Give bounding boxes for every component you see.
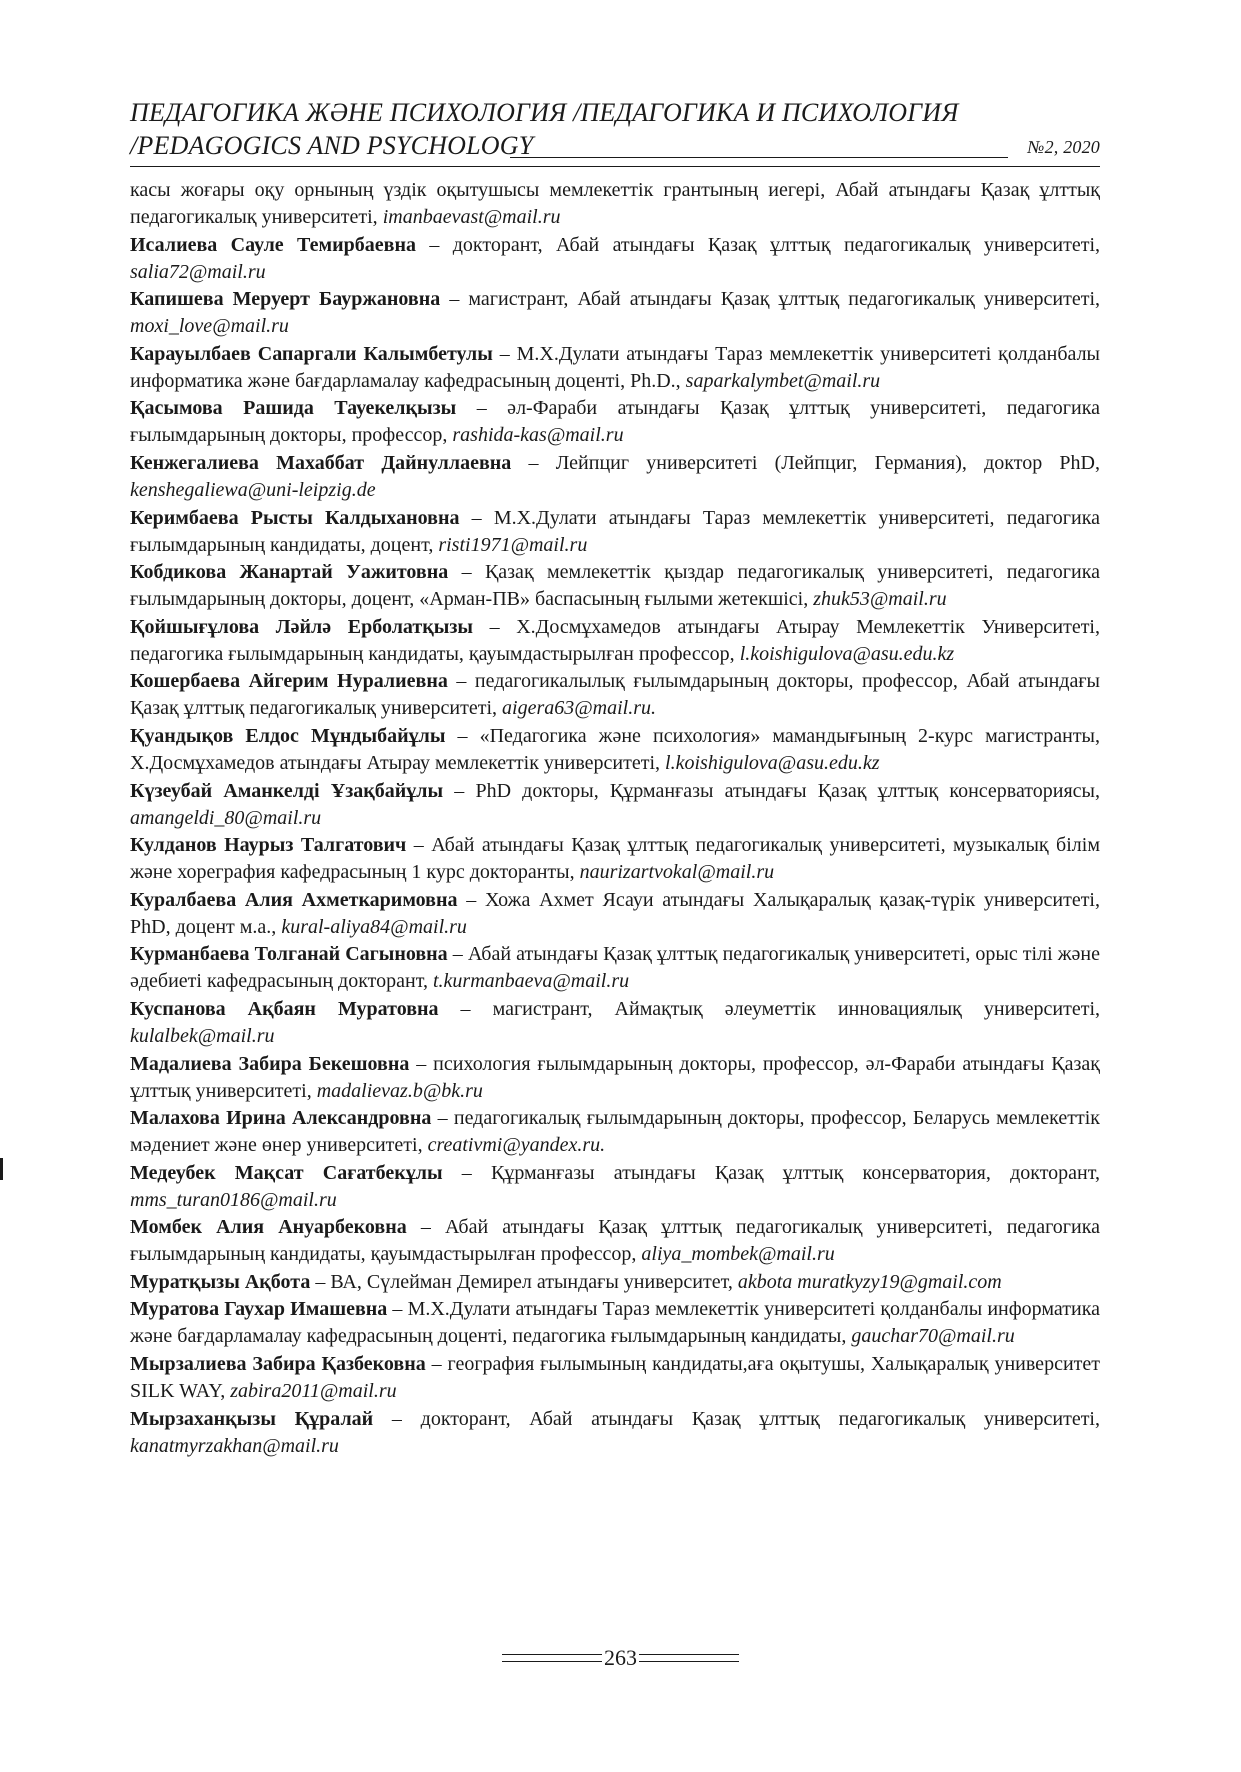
author-email: madalievaz.b@bk.ru — [316, 1079, 483, 1102]
author-email: salia72@mail.ru — [130, 260, 266, 283]
author-affiliation: – педагогикалық ғылымдарының докторы, профессор, Беларусь мемлекеттік мәдениет және өнер университеті, — [130, 1107, 1100, 1157]
author-email: naurizartvokal@mail.ru — [579, 861, 775, 884]
author-entry — [130, 778, 1100, 832]
author-email: creativmi@yandex.ru. — [427, 1134, 606, 1157]
author-email: l.koishigulova@asu.edu.kz — [665, 751, 880, 774]
author-entry — [130, 505, 1100, 559]
author-email: kanatmyrzakhan@mail.ru — [130, 1434, 339, 1457]
author-email: kural-aliya84@mail.ru — [281, 915, 467, 938]
author-affiliation: – «Педагогика және психология» мамандығының 2-курс магистранты, Х.Досмұхамедов атындағы Атырау мемлекеттік университеті, — [130, 724, 1100, 774]
author-entry — [130, 559, 1100, 613]
author-entry — [130, 450, 1100, 504]
author-entry — [130, 668, 1100, 722]
author-email: moxi_love@mail.ru — [130, 315, 289, 338]
header-divider — [130, 166, 1100, 167]
author-email: l.koishigulova@asu.edu.kz — [739, 642, 955, 665]
author-list — [130, 177, 1100, 1460]
author-entry — [130, 286, 1100, 340]
author-affiliation: – Қазақ мемлекеттік қыздар педагогикалық университеті, педагогика ғылымдарының докторы, доцент, «Арман-ПВ» баспасының ғылыми жетекшісі, — [130, 561, 1100, 611]
author-entry — [130, 996, 1100, 1050]
author-email: akbota muratkyzy19@gmail.com — [737, 1270, 1002, 1293]
issue-number: №2, 2020 — [1027, 137, 1100, 157]
journal-title-line1: ПЕДАГОГИКА ЖӘНЕ ПСИХОЛОГИЯ /ПЕДАГОГИКА И ПСИХОЛОГИЯ — [130, 98, 959, 127]
author-name: Муратова Гаухар Имашевна — [130, 1298, 388, 1321]
author-name: Муратқызы Ақбота — [130, 1270, 311, 1293]
journal-header — [130, 96, 1100, 162]
author-affiliation: – М.Х.Дулати атындағы Тараз мемлекеттік университеті, педагогика ғылымдарының кандидаты, доцент, — [130, 506, 1100, 556]
author-name: Қойшығұлова Ләйлә Ерболатқызы — [130, 615, 474, 638]
author-email: rashida-kas@mail.ru — [452, 424, 624, 447]
author-entry — [130, 1051, 1100, 1105]
author-email: aliya_mombek@mail.ru — [641, 1243, 835, 1266]
author-email: amangeldi_80@mail.ru — [130, 806, 322, 829]
author-name: Кобдикова Жанартай Уажитовна — [130, 561, 449, 584]
journal-title-row2 — [130, 129, 1100, 162]
author-name: Момбек Алия Ануарбековна — [130, 1216, 407, 1239]
author-affiliation: – PhD докторы, Құрманғазы атындағы Қазақ ұлттық консерваториясы, — [443, 779, 1100, 802]
author-entry — [130, 395, 1100, 449]
author-affiliation: – докторант, Абай атындағы Қазақ ұлттық педагогикалық университеті, — [415, 233, 1100, 256]
author-name: Медеубек Мақсат Сағатбекұлы — [130, 1161, 443, 1184]
footer-rule-right — [639, 1654, 739, 1662]
author-name: Исалиева Сауле Темирбаевна — [130, 233, 416, 256]
author-entry — [130, 723, 1100, 777]
author-email: kulalbek@mail.ru — [130, 1024, 275, 1047]
author-email: imanbaevast@mail.ru — [382, 206, 561, 228]
author-affiliation: – Құрманғазы атындағы Қазақ ұлттық консерватория, докторант, — [442, 1161, 1100, 1184]
author-name: Куспанова Ақбаян Муратовна — [130, 997, 439, 1020]
margin-mark — [0, 1158, 3, 1180]
author-entry — [130, 341, 1100, 395]
author-affiliation: – ВА, Сүлейман Демирел атындағы университет, — [310, 1270, 738, 1293]
author-name: Малахова Ирина Александровна — [130, 1107, 432, 1130]
header-underline — [510, 157, 1008, 158]
author-name: Капишева Меруерт Бауржановна — [130, 288, 441, 311]
author-affiliation: – докторант, Абай атындағы Қазақ ұлттық педагогикалық университеті, — [373, 1407, 1100, 1430]
author-name: Мырзаханқызы Құралай — [130, 1407, 374, 1430]
author-entry — [130, 177, 1100, 231]
author-name: Керимбаева Рысты Калдыхановна — [130, 506, 460, 529]
author-email: kenshegaliewa@uni-leipzig.de — [130, 478, 376, 501]
author-affiliation: – Х.Досмұхамедов атындағы Атырау Мемлекеттік Университеті, педагогика ғылымдарының кандидаты, қауымдастырылған профессор, — [130, 615, 1100, 665]
author-affiliation: – педагогикалылық ғылымдарының докторы, профессор, Абай атындағы Қазақ ұлттық педагогикалық университеті, — [130, 670, 1100, 720]
author-email: t.kurmanbaeva@mail.ru — [432, 970, 630, 993]
author-name: Куралбаева Алия Ахметкаримовна — [130, 888, 458, 911]
author-entry — [130, 1160, 1100, 1214]
author-entry — [130, 1296, 1100, 1350]
author-name: Мырзалиева Забира Қазбековна — [130, 1353, 426, 1376]
author-affiliation: – Абай атындағы Қазақ ұлттық педагогикалық университеті, музыкалық білім және хореграфия кафедрасының 1 курс докторанты, — [130, 834, 1100, 884]
author-affiliation: – психология ғылымдарының докторы, профессор, әл-Фараби атындағы Қазақ ұлттық университеті, — [130, 1052, 1100, 1102]
author-name: Қасымова Рашида Тауекелқызы — [130, 397, 457, 420]
author-entry — [130, 887, 1100, 941]
author-name: Кенжегалиева Махаббат Дайнуллаевна — [130, 451, 512, 474]
author-name: Кошербаева Айгерим Нуралиевна — [130, 670, 448, 693]
author-entry — [130, 832, 1100, 886]
author-email: aigera63@mail.ru. — [502, 697, 656, 720]
author-email: zabira2011@mail.ru — [230, 1380, 397, 1403]
author-affiliation: – Лейпциг университеті (Лейпциг, Германия), доктор PhD, — [511, 451, 1100, 474]
author-email: zhuk53@mail.ru — [813, 588, 947, 611]
author-entry — [130, 941, 1100, 995]
footer-rule-left — [502, 1654, 602, 1662]
author-email: mms_turan0186@mail.ru — [130, 1188, 337, 1211]
author-name: Кулданов Наурыз Талгатович — [130, 834, 407, 857]
journal-title-line2: /PEDAGOGICS AND PSYCHOLOGY — [130, 131, 534, 160]
author-email: risti1971@mail.ru — [438, 533, 588, 556]
author-email: gauchar70@mail.ru — [851, 1325, 1015, 1348]
author-email: saparkalymbet@mail.ru — [685, 369, 881, 392]
author-affiliation: – Абай атындағы Қазақ ұлттық педагогикалық университеті, педагогика ғылымдарының кандидаты, қауымдастырылған профессор, — [130, 1216, 1101, 1266]
author-affiliation: – М.Х.Дулати атындағы Тараз мемлекеттік университеті қолданбалы информатика және бағдарламалау кафедрасының доценті, педагогика ғылымдарының кандидаты, — [130, 1298, 1100, 1348]
page-footer — [0, 1643, 1241, 1671]
author-entry — [130, 1351, 1100, 1405]
author-entry — [130, 1406, 1100, 1460]
author-name: Курманбаева Толганай Сагыновна — [130, 943, 448, 966]
author-affiliation: – әл-Фараби атындағы Қазақ ұлттық университеті, педагогика ғылымдарының докторы, профессор, — [130, 397, 1100, 447]
author-entry — [130, 1105, 1100, 1159]
author-entry — [130, 1269, 1100, 1296]
author-entry — [130, 614, 1100, 668]
page-number: 263 — [604, 1644, 637, 1670]
author-name: Күзеубай Аманкелді Ұзақбайұлы — [130, 779, 444, 802]
author-affiliation: касы жоғары оқу орнының үздік оқытушысы мемлекеттік грантының иегері, Абай атындағы Қазақ ұлттық педагогикалық университеті, — [130, 179, 1100, 228]
author-name: Карауылбаев Сапаргали Калымбетулы — [130, 342, 493, 365]
author-affiliation: – магистрант, Абай атындағы Қазақ ұлттық педагогикалық университеті, — [440, 288, 1101, 311]
author-affiliation: – Хожа Ахмет Ясауи атындағы Халықаралық қазақ-түрік университеті, PhD, доцент м.а., — [130, 888, 1100, 938]
author-name: Мадалиева Забира Бекешовна — [130, 1052, 410, 1075]
author-affiliation: – Абай атындағы Қазақ ұлттық педагогикалық университеті, орыс тілі және әдебиеті кафедрасының докторант, — [130, 943, 1100, 993]
author-entry — [130, 1214, 1100, 1268]
author-entry — [130, 232, 1100, 286]
author-affiliation: – география ғылымының кандидаты,аға оқытушы, Халықаралық университет SILK WAY, — [130, 1353, 1101, 1403]
author-affiliation: – магистрант, Аймақтық әлеуметтік инновациялық университеті, — [438, 997, 1100, 1020]
author-name: Қуандықов Елдос Мұндыбайұлы — [130, 724, 446, 747]
author-affiliation: – М.Х.Дулати атындағы Тараз мемлекеттік университеті қолданбалы информатика және бағдарламалау кафедрасының доценті, Ph.D., — [130, 342, 1100, 392]
